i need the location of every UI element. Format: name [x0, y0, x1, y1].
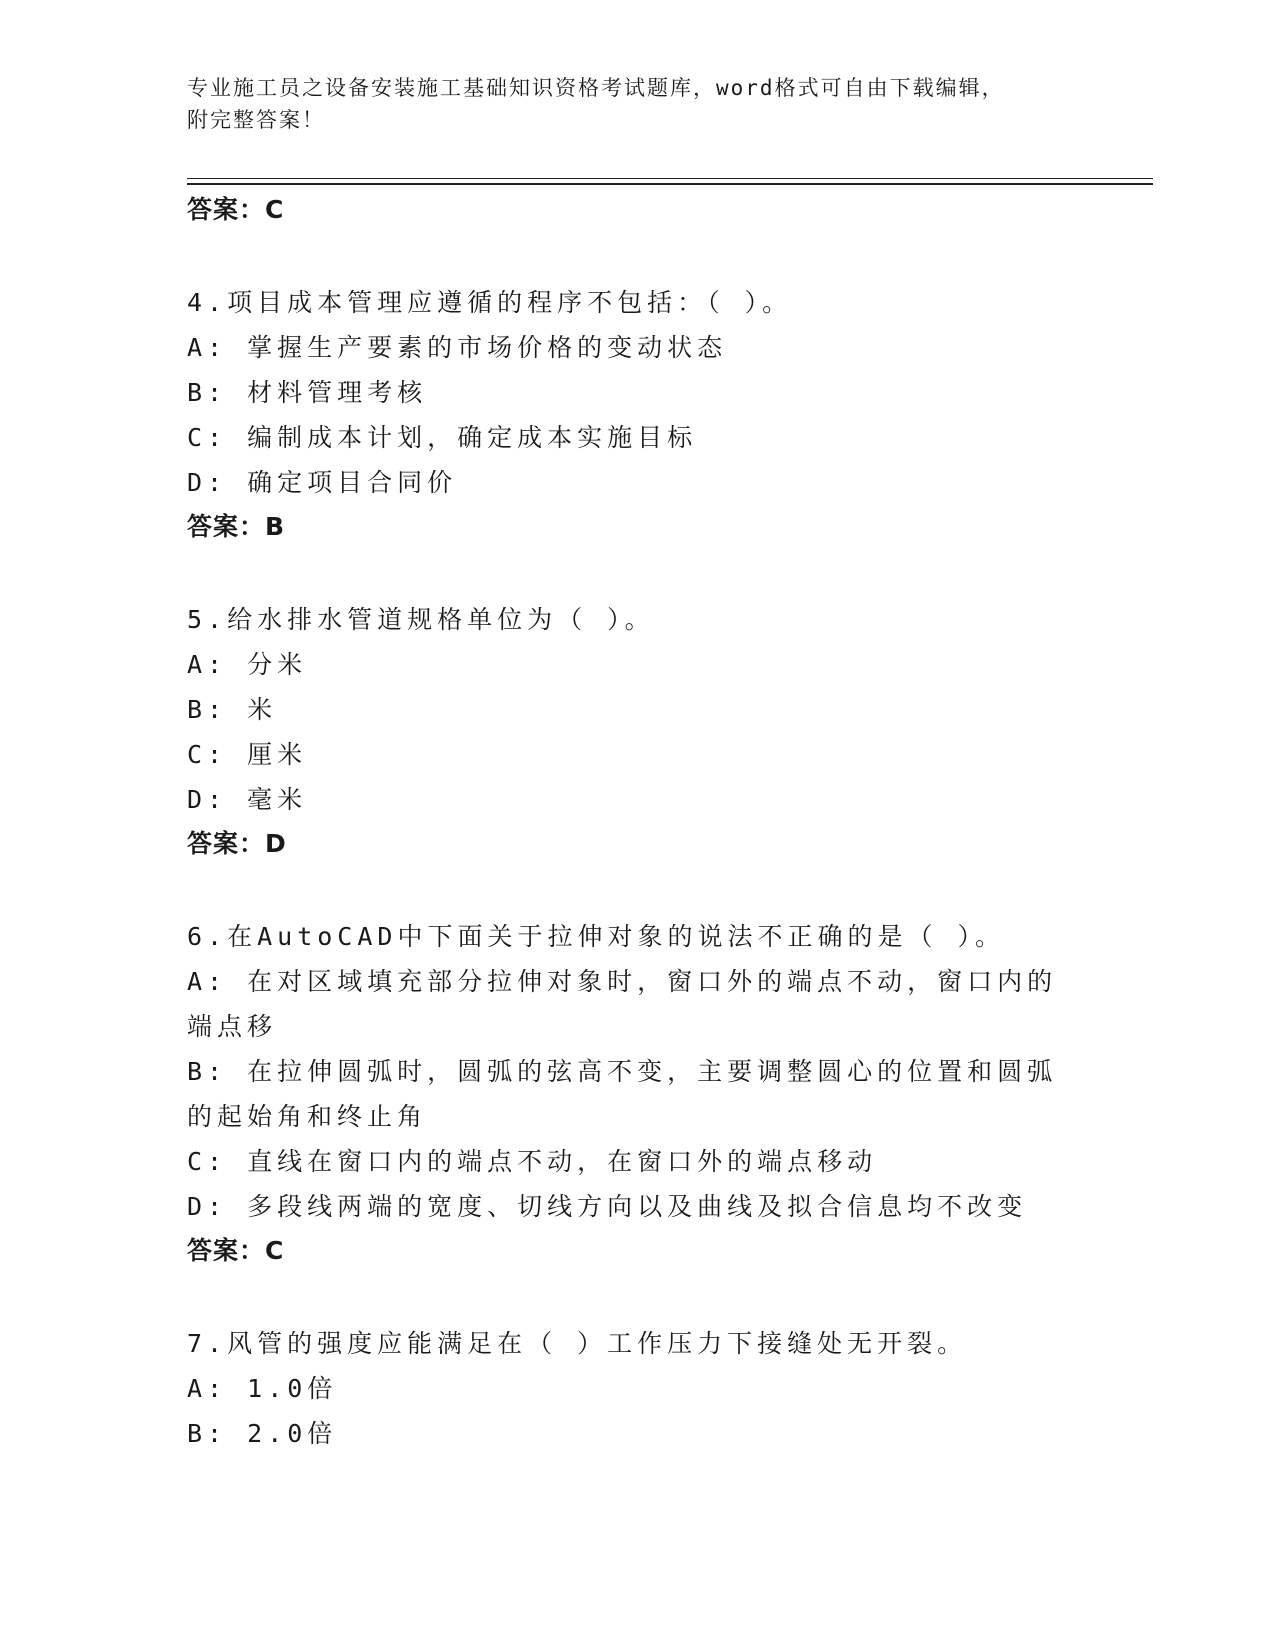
option-d: D: 毫米	[187, 785, 308, 814]
option-c: C: 编制成本计划，确定成本实施目标	[187, 423, 698, 452]
answer: 答案：B	[187, 512, 286, 541]
option-a: A: 在对区域填充部分拉伸对象时，窗口外的端点不动，窗口内的端点移	[187, 967, 1058, 1041]
header-line-2: 附完整答案！	[187, 108, 325, 132]
option-d: D: 多段线两端的宽度、切线方向以及曲线及拟合信息均不改变	[187, 1192, 1028, 1221]
question-list	[187, 188, 1087, 1456]
header-divider-thick	[187, 183, 1153, 185]
option-a: A: 掌握生产要素的市场价格的变动状态	[187, 333, 728, 362]
question-5	[187, 597, 1087, 866]
question-title: 4.项目成本管理应遵循的程序不包括：（ ）。	[187, 288, 793, 317]
option-a: A: 1.0倍	[187, 1374, 338, 1403]
option-c: C: 厘米	[187, 740, 308, 769]
option-b: B: 米	[187, 695, 278, 724]
header-line-1: 专业施工员之设备安装施工基础知识资格考试题库，word格式可自由下载编辑，	[187, 76, 1005, 100]
answer-q3: 答案：C	[187, 195, 285, 224]
option-b: B: 在拉伸圆弧时，圆弧的弦高不变，主要调整圆心的位置和圆弧的起始角和终止角	[187, 1057, 1058, 1131]
option-a: A: 分米	[187, 650, 308, 679]
option-d: D: 确定项目合同价	[187, 468, 458, 497]
question-title: 6.在AutoCAD中下面关于拉伸对象的说法不正确的是（ ）。	[187, 922, 1006, 951]
question-4	[187, 280, 1087, 549]
question-7	[187, 1321, 1087, 1456]
question-6	[187, 914, 1087, 1273]
question-title: 5.给水排水管道规格单位为（ ）。	[187, 605, 655, 634]
document-header	[187, 72, 1067, 136]
question-title: 7.风管的强度应能满足在（ ）工作压力下接缝处无开裂。	[187, 1329, 968, 1358]
option-b: B: 材料管理考核	[187, 378, 428, 407]
answer: 答案：C	[187, 1236, 285, 1265]
answer: 答案：D	[187, 829, 287, 858]
option-c: C: 直线在窗口内的端点不动，在窗口外的端点移动	[187, 1147, 878, 1176]
option-b: B: 2.0倍	[187, 1419, 338, 1448]
header-divider-thin	[187, 178, 1153, 179]
